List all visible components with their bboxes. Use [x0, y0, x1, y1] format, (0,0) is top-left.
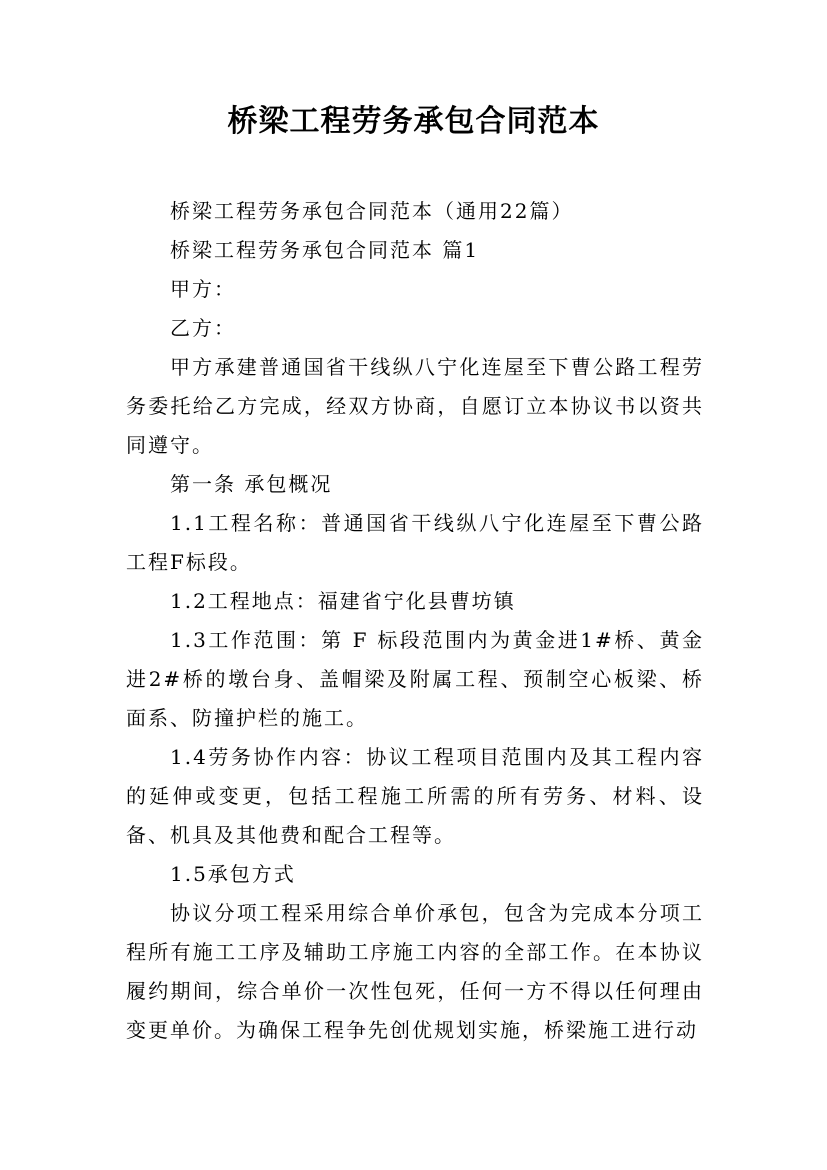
paragraph-labor-content: 1.4劳务协作内容：协议工程项目范围内及其工程内容的延伸或变更，包括工程施工所需的所有劳务、材料、设备、机具及其他费和配合工程等。 [126, 745, 704, 847]
paragraph-subtitle: 桥梁工程劳务承包合同范本（通用22篇） [170, 199, 574, 223]
paragraph-project-location: 1.2工程地点：福建省宁化县曹坊镇 [170, 589, 516, 613]
document-body [126, 192, 704, 1050]
paragraph-project-name: 1.1工程名称：普通国省干线纵八宁化连屋至下曹公路工程F标段。 [126, 511, 704, 574]
paragraph-section-heading: 桥梁工程劳务承包合同范本 篇1 [170, 238, 480, 262]
document-title: 桥梁工程劳务承包合同范本 [227, 104, 600, 139]
paragraph-contract-method-heading: 1.5承包方式 [170, 862, 296, 886]
paragraph-contract-method: 协议分项工程采用综合单价承包，包含为完成本分项工程所有施工工序及辅助工序施工内容的全部工作。在本协议履约期间，综合单价一次性包死，任何一方不得以任何理由变更单价。为确保工程争先创优规划实施，桥梁施工进行动 [126, 901, 704, 1042]
paragraph-article-1-heading: 第一条 承包概况 [170, 472, 333, 496]
paragraph-work-scope: 1.3工作范围：第 F 标段范围内为黄金进1#桥、黄金进2#桥的墩台身、盖帽梁及附属工程、预制空心板梁、桥面系、防撞护栏的施工。 [126, 628, 704, 730]
paragraph-preamble: 甲方承建普通国省干线纵八宁化连屋至下曹公路工程劳务委托给乙方完成，经双方协商，自愿订立本协议书以资共同遵守。 [126, 355, 704, 457]
paragraph-party-a: 甲方： [170, 277, 236, 301]
paragraph-party-b: 乙方： [170, 316, 236, 340]
